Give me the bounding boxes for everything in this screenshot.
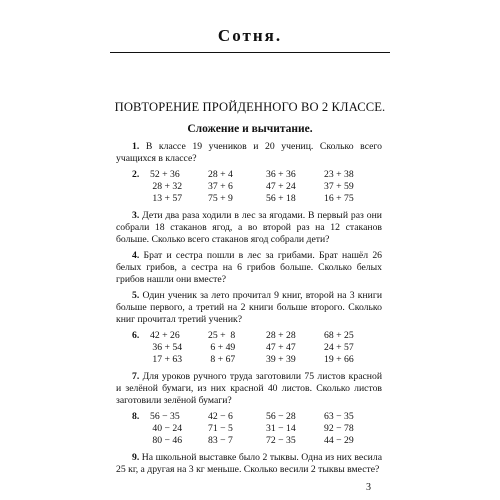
expression: 42 − 6: [208, 411, 233, 422]
problem-number: 3.: [132, 210, 140, 221]
content: [116, 141, 382, 480]
page-number: 3: [366, 482, 371, 493]
expression: 80 − 46: [150, 435, 183, 446]
expression: 56 + 18: [266, 193, 296, 204]
expression: 25 + 8: [208, 330, 236, 341]
exercise-row: [150, 342, 374, 354]
expression: 37 + 59: [324, 181, 354, 192]
problem-3: [116, 210, 382, 246]
problem-text: Один ученик за лето прочитал 9 книг, второй на 3 книги больше первого, а третий на 2 книги больше второго. Сколько книг прочитал третий ученик?: [116, 290, 383, 325]
exercise-number: 2.: [132, 169, 140, 180]
exercise-row: [150, 435, 374, 447]
expression: 47 + 47: [266, 342, 296, 353]
expression: 6 + 49: [208, 342, 236, 353]
exercise-row: [150, 330, 374, 342]
expression: 44 − 29: [324, 435, 354, 446]
expression: 36 + 36: [266, 169, 296, 180]
problem-number: 4.: [132, 250, 140, 261]
expression: 28 + 32: [150, 181, 183, 192]
exercise-6: [116, 330, 382, 366]
problem-text: Брат и сестра пошли в лес за грибами. Брат нашёл 26 белых грибов, а сестра на 6 грибов больше. Сколько белых грибов нашли они вместе?: [116, 250, 383, 285]
expression: 63 − 35: [324, 411, 354, 422]
exercise-8: [116, 411, 382, 447]
expression: 56 − 28: [266, 411, 296, 422]
exercise-row: [150, 181, 374, 193]
header-rule: [110, 52, 390, 53]
expression: 52 + 36: [150, 169, 180, 180]
exercise-row: [150, 169, 374, 181]
expression: 13 + 57: [150, 193, 183, 204]
exercise-table: [150, 411, 374, 447]
exercise-number: 8.: [132, 411, 140, 422]
problem-text: На школьной выставке было 2 тыквы. Одна из них весила 25 кг, а другая на 3 кг меньше. Сколько весили 2 тыквы вместе?: [116, 452, 382, 475]
exercise-row: [150, 193, 374, 205]
problem-number: 5.: [132, 290, 140, 301]
expression: 92 − 78: [324, 423, 354, 434]
expression: 23 + 38: [324, 169, 354, 180]
expression: 28 + 4: [208, 169, 233, 180]
expression: 28 + 28: [266, 330, 296, 341]
expression: 37 + 6: [208, 181, 233, 192]
exercise-number: 6.: [132, 330, 140, 341]
problem-text: Для уроков ручного труда заготовили 75 листов красной и зелёной бумаги, из них красной 40 листов. Сколько листов заготовили зелёной бумаги?: [116, 371, 383, 406]
problem-number: 7.: [132, 371, 140, 382]
section-title: ПОВТОРЕНИЕ ПРОЙДЕННОГО ВО 2 КЛАССЕ.: [114, 100, 386, 114]
expression: 24 + 57: [324, 342, 354, 353]
exercise-table: [150, 330, 374, 366]
problem-1: [116, 141, 382, 165]
expression: 71 − 5: [208, 423, 233, 434]
expression: 17 + 63: [150, 354, 183, 365]
problem-number: 9.: [132, 452, 140, 463]
chapter-header: Сотня.: [217, 26, 283, 45]
problem-text: В классе 19 учеников и 20 учениц. Сколько всего учащихся в классе?: [116, 141, 382, 164]
expression: 39 + 39: [266, 354, 296, 365]
problem-5: [116, 290, 382, 326]
expression: 56 − 35: [150, 411, 180, 422]
exercise-2: [116, 169, 382, 205]
expression: 31 − 14: [266, 423, 296, 434]
problem-4: [116, 250, 382, 286]
expression: 8 + 67: [208, 354, 236, 365]
problem-7: [116, 371, 382, 407]
problem-9: [116, 452, 382, 476]
expression: 19 + 66: [324, 354, 354, 365]
expression: 83 − 7: [208, 435, 233, 446]
expression: 47 + 24: [266, 181, 296, 192]
expression: 68 + 25: [324, 330, 354, 341]
exercise-row: [150, 354, 374, 366]
exercise-table: [150, 169, 374, 205]
subsection-title: Сложение и вычитание.: [187, 123, 313, 135]
expression: 40 − 24: [150, 423, 183, 434]
problem-text: Дети два раза ходили в лес за ягодами. В первый раз они собрали 18 стаканов ягод, а во второй раз на 12 стаканов больше. Сколько всего стаканов ягод собрали дети?: [116, 210, 382, 245]
exercise-row: [150, 423, 374, 435]
expression: 72 − 35: [266, 435, 296, 446]
expression: 36 + 54: [150, 342, 183, 353]
problem-number: 1.: [132, 141, 140, 152]
expression: 42 + 26: [150, 330, 180, 341]
exercise-row: [150, 411, 374, 423]
expression: 75 + 9: [208, 193, 233, 204]
expression: 16 + 75: [324, 193, 354, 204]
